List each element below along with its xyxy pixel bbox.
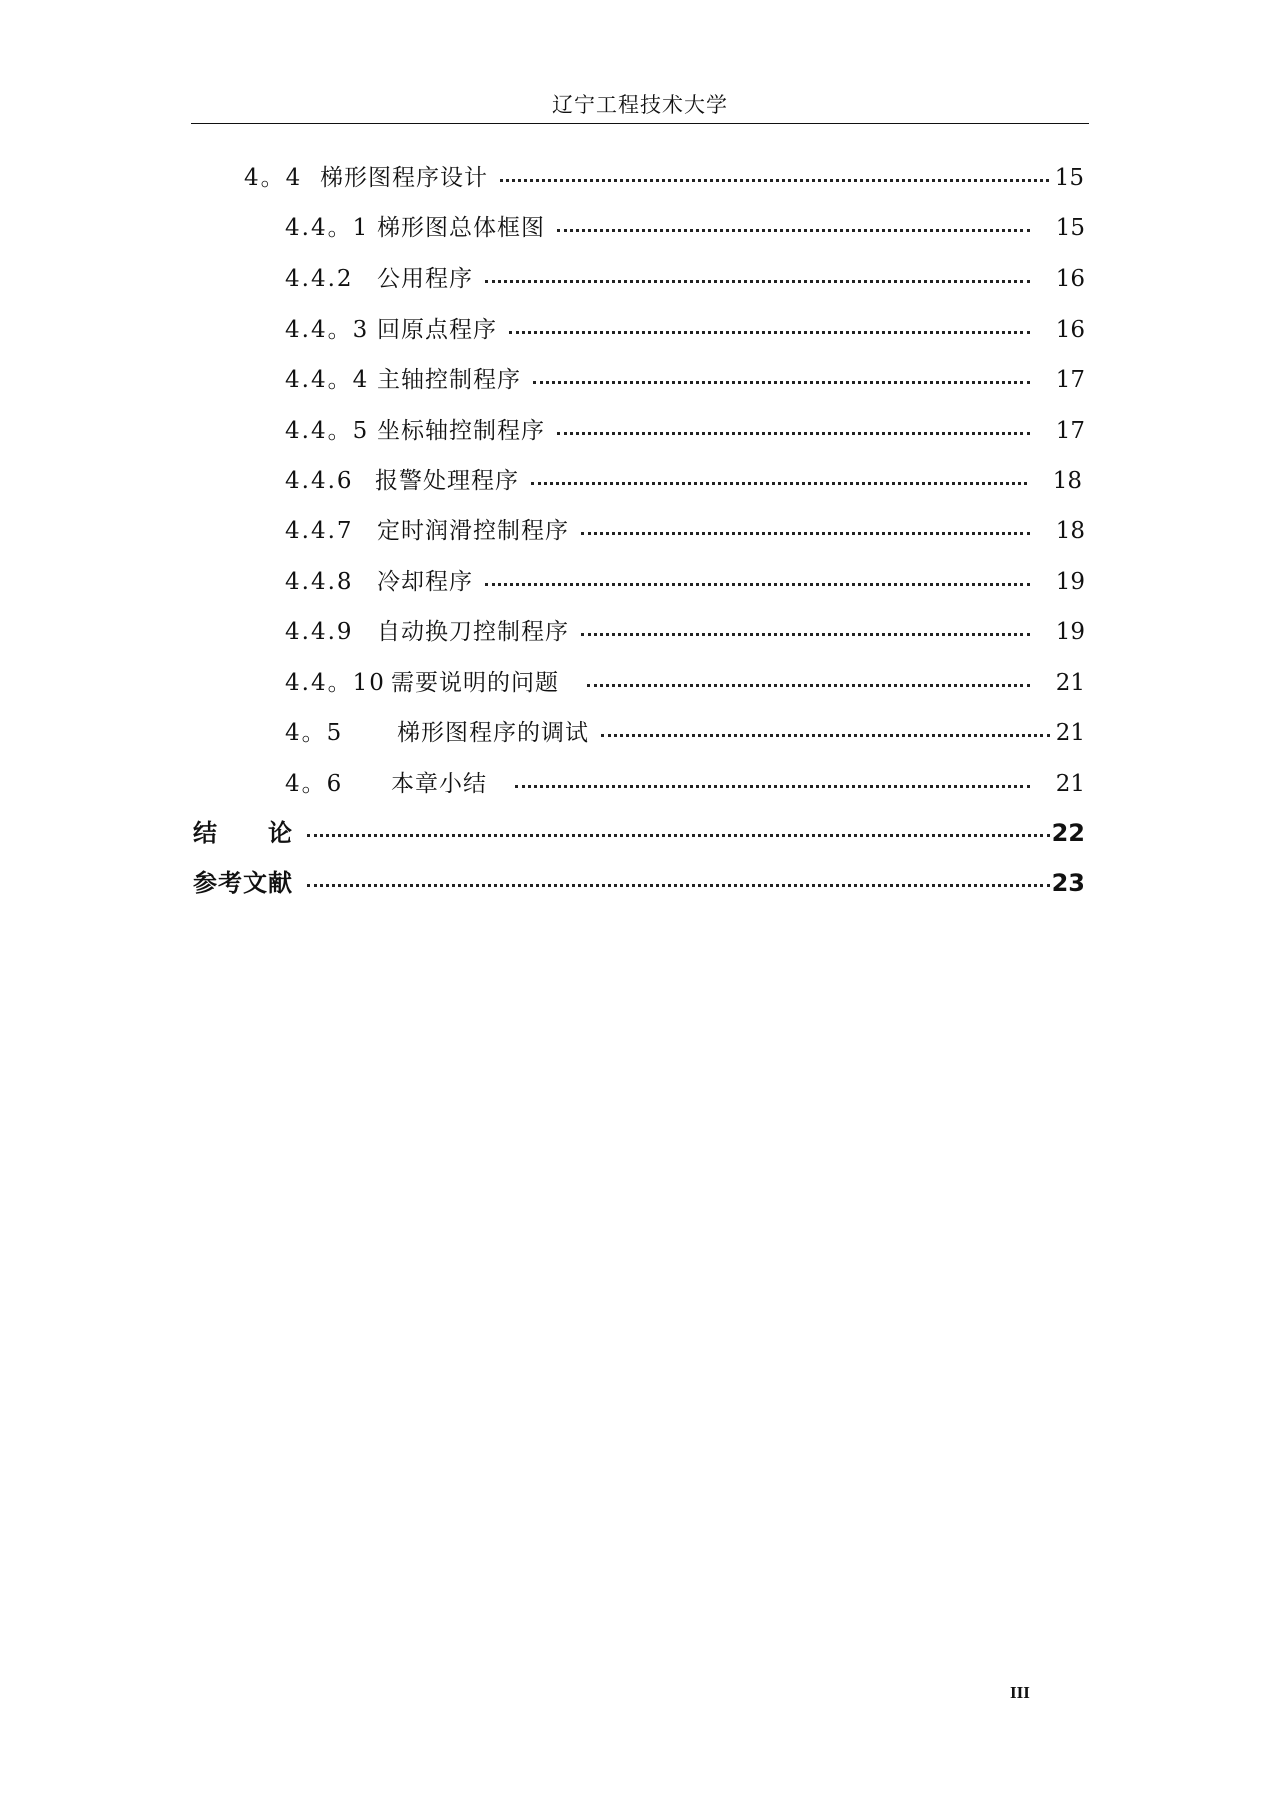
toc-entry-page: 21 [1055,771,1085,797]
toc-entry-title: 回原点程序 [377,317,497,343]
toc-entry-4-4-2[interactable] [285,262,1085,296]
toc-entry-title: 报警处理程序 [375,468,519,494]
toc-entry-4-4-10[interactable] [285,666,1085,700]
toc-entry-number: 4.4.2 [285,266,354,292]
toc-entry-title: 参考文献 [193,869,293,897]
toc-entry-title: 公用程序 [377,266,473,292]
toc-dot-leader [581,633,1030,636]
toc-entry-page: 16 [1055,317,1085,343]
toc-dot-leader [557,229,1030,232]
toc-entry-page: 18 [1052,468,1082,494]
toc-entry-title: 梯形图总体框图 [377,215,545,241]
toc-dot-leader [515,785,1030,788]
toc-dot-leader [601,734,1050,737]
toc-entry-number: 4.4。5 [285,418,370,444]
toc-entry-number: 4。6 [285,771,344,797]
toc-entry-title: 本章小结 [391,771,487,797]
toc-entry-title: 梯形图程序的调试 [397,720,589,746]
toc-entry-page: 17 [1055,418,1085,444]
toc-entry-4-4-1[interactable] [285,211,1085,245]
toc-entry-number: 4.4.8 [285,569,354,595]
toc-entry-page: 21 [1055,670,1085,696]
toc-entry-page: 15 [1055,215,1085,241]
toc-dot-leader [500,179,1049,182]
toc-entry-title: 坐标轴控制程序 [377,418,545,444]
toc-entry-4-4-3[interactable] [285,313,1085,347]
toc-entry-title: 主轴控制程序 [377,367,521,393]
toc-entry-title: 需要说明的问题 [391,670,559,696]
toc-entry-4-4-5[interactable] [285,414,1085,448]
toc-dot-leader [557,432,1030,435]
toc-entry-page: 19 [1055,569,1085,595]
toc-entry-4-6[interactable] [285,767,1085,801]
toc-entry-title: 定时润滑控制程序 [377,518,569,544]
toc-entry-title: 梯形图程序设计 [320,165,488,191]
header-rule [191,123,1089,124]
toc-entry-page: 15 [1054,165,1084,191]
toc-entry-number: 4.4.6 [285,468,354,494]
toc-entry-4-4-6[interactable] [285,464,1082,498]
toc-entry-references[interactable] [193,866,1085,900]
toc-entry-page: 22 [1051,819,1085,847]
toc-dot-leader [509,331,1030,334]
toc-entry-4-5[interactable] [285,716,1085,750]
toc-entry-page: 18 [1055,518,1085,544]
toc-entry-4-4-8[interactable] [285,565,1085,599]
toc-entry-number: 4.4.9 [285,619,354,645]
toc-entry-number: 4.4。10 [285,670,386,696]
toc-entry-number: 4.4。1 [285,215,370,241]
toc-entry-page: 16 [1055,266,1085,292]
toc-dot-leader [581,532,1030,535]
toc-dot-leader [307,884,1050,887]
page-header-title: 辽宁工程技术大学 [552,93,728,117]
toc-entry-4-4[interactable] [244,161,1084,195]
toc-dot-leader [531,482,1027,485]
toc-entry-4-4-9[interactable] [285,615,1085,649]
toc-entry-page: 21 [1055,720,1085,746]
toc-entry-number: 4.4。3 [285,317,370,343]
toc-entry-title: 冷却程序 [377,569,473,595]
toc-dot-leader [485,583,1030,586]
toc-entry-conclusion[interactable] [193,816,1085,850]
toc-entry-title: 自动换刀控制程序 [377,619,569,645]
toc-entry-number: 4.4。4 [285,367,370,393]
footer-page-number: III [1010,1683,1030,1702]
toc-entry-number: 4。5 [285,720,344,746]
toc-dot-leader [307,834,1050,837]
toc-entry-number: 4.4.7 [285,518,354,544]
toc-entry-title: 结 论 [193,819,293,847]
toc-entry-4-4-7[interactable] [285,514,1085,548]
toc-entry-4-4-4[interactable] [285,363,1085,397]
toc-dot-leader [533,381,1030,384]
toc-entry-page: 23 [1051,869,1085,897]
toc-entry-page: 19 [1055,619,1085,645]
toc-entry-number: 4。4 [244,165,303,191]
toc-dot-leader [587,684,1030,687]
toc-entry-page: 17 [1055,367,1085,393]
toc-dot-leader [485,280,1030,283]
